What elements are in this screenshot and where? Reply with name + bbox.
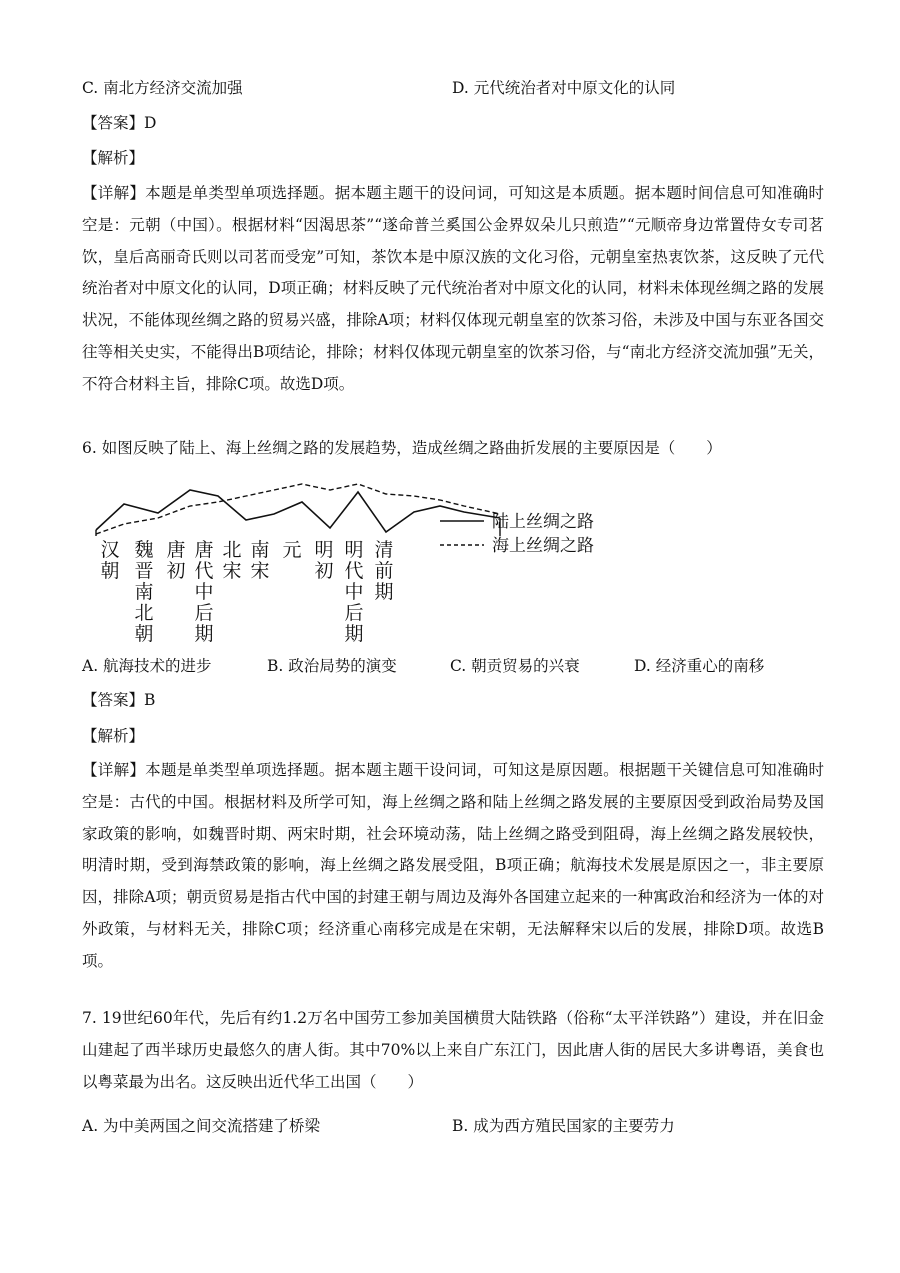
- period-label-char: 朝: [134, 623, 154, 643]
- period-label-char: 魏: [134, 539, 154, 561]
- silk-road-trend-figure: [92, 478, 652, 643]
- q6-detail: 【详解】本题是单类型单项选择题。据本题主题干设问词，可知这是原因题。根据题干关键信息可知准确时空是：古代的中国。根据材料及所学可知，海上丝绸之路和陆上丝绸之路发展的主要原因受到政治局势及国家政策的影响，如魏晋时期、两宋时期，社会环境动荡，陆上丝绸之路受到阻碍，海上丝绸之路发展较快，明清时期，受到海禁政策的影响，海上丝绸之路发展受阻，B项正确；航海技术发展是原因之一，非主要原因，排除A项；朝贡贸易是指古代中国的封建王朝与周边及海外各国建立起来的一种寓政治和经济为一体的对外政策，与材料无关，排除C项；经济重心南移完成是在宋朝，无法解释宋以后的发展，排除D项。故选B项。: [82, 761, 824, 970]
- q7-option-a: A. 为中美两国之间交流搭建了桥梁: [82, 1117, 321, 1135]
- period-label-char: 期: [344, 623, 364, 643]
- period-label-char: 代: [194, 560, 214, 582]
- period-label-char: 晋: [134, 560, 154, 582]
- period-label-char: 后: [344, 602, 364, 624]
- period-label-char: 后: [194, 602, 214, 624]
- legend-land-label: 陆上丝绸之路: [492, 512, 594, 532]
- period-label-char: 朝: [100, 560, 120, 582]
- period-labels: [100, 539, 393, 643]
- land-route-line: [96, 490, 500, 532]
- q5-analysis-label: 【解析】: [82, 149, 145, 167]
- q6-option-d: D. 经济重心的南移: [634, 657, 765, 675]
- period-label-char: 北: [222, 539, 242, 561]
- q6-option-b: B. 政治局势的演变: [267, 657, 397, 675]
- period-label-char: 唐: [166, 539, 186, 561]
- q7-stem: 7. 19世纪60年代，先后有约1.2万名中国劳工参加美国横贯大陆铁路（俗称“太平洋铁路”）建设，并在旧金山建起了西半球历史最悠久的唐人街。其中70%以上来自广东江门，因此唐人街的居民大多讲粤语，美食也以粤菜最为出名。这反映出近代华工出国（ ）: [82, 1009, 824, 1091]
- period-label-char: 宋: [222, 560, 242, 582]
- period-label-char: 中: [344, 581, 364, 603]
- period-label-char: 唐: [194, 539, 214, 561]
- q7-option-b: B. 成为西方殖民国家的主要劳力: [452, 1117, 675, 1135]
- period-label-char: 初: [314, 560, 334, 582]
- period-label-char: 期: [374, 581, 394, 603]
- period-label-char: 期: [194, 623, 214, 643]
- q5-option-c: C. 南北方经济交流加强: [82, 79, 243, 97]
- q6-option-c: C. 朝贡贸易的兴衰: [450, 657, 580, 675]
- period-label-char: 明: [314, 539, 334, 561]
- baseline-markers: [96, 518, 500, 536]
- period-label-char: 代: [344, 560, 364, 582]
- q5-detail: 【详解】本题是单类型单项选择题。据本题主题干的设问词，可知这是本质题。据本题时间信息可知准确时空是：元朝（中国）。根据材料“因渴思茶”“遂命普兰奚国公金界奴朵儿只煎造”“元顺帝身边常置侍女专司茗饮，皇后高丽奇氏则以司茗而受宠”可知，茶饮本是中原汉族的文化习俗，元朝皇室热衷饮茶，这反映了元代统治者对中原文化的认同，D项正确；材料反映了元代统治者对中原文化的认同，材料未体现丝绸之路的发展状况，不能体现丝绸之路的贸易兴盛，排除A项；材料仅体现元朝皇室的饮茶习俗，未涉及中国与东亚各国交往等相关史实，不能得出B项结论，排除；材料仅体现元朝皇室的饮茶习俗，与“南北方经济交流加强”无关，不符合材料主旨，排除C项。故选D项。: [82, 184, 824, 393]
- legend-sea-label: 海上丝绸之路: [492, 536, 594, 556]
- period-label-char: 汉: [100, 539, 120, 561]
- period-label-char: 元: [282, 539, 302, 561]
- period-label-char: 前: [374, 560, 394, 582]
- period-label-char: 南: [134, 581, 154, 603]
- period-label-char: 宋: [250, 560, 270, 582]
- sea-route-line: [96, 484, 500, 534]
- q6-answer: 【答案】B: [82, 691, 156, 709]
- q5-answer: 【答案】D: [82, 114, 157, 132]
- q5-option-d: D. 元代统治者对中原文化的认同: [452, 79, 676, 97]
- q6-analysis-label: 【解析】: [82, 727, 145, 745]
- legend: [440, 511, 594, 556]
- q6-option-a: A. 航海技术的进步: [82, 657, 212, 675]
- period-label-char: 中: [194, 581, 214, 603]
- period-label-char: 清: [374, 539, 394, 561]
- period-label-char: 南: [250, 539, 270, 561]
- q6-stem: 6. 如图反映了陆上、海上丝绸之路的发展趋势，造成丝绸之路曲折发展的主要原因是（ ）: [82, 439, 722, 457]
- period-label-char: 北: [134, 602, 154, 624]
- period-label-char: 明: [344, 539, 364, 561]
- period-label-char: 初: [166, 560, 186, 582]
